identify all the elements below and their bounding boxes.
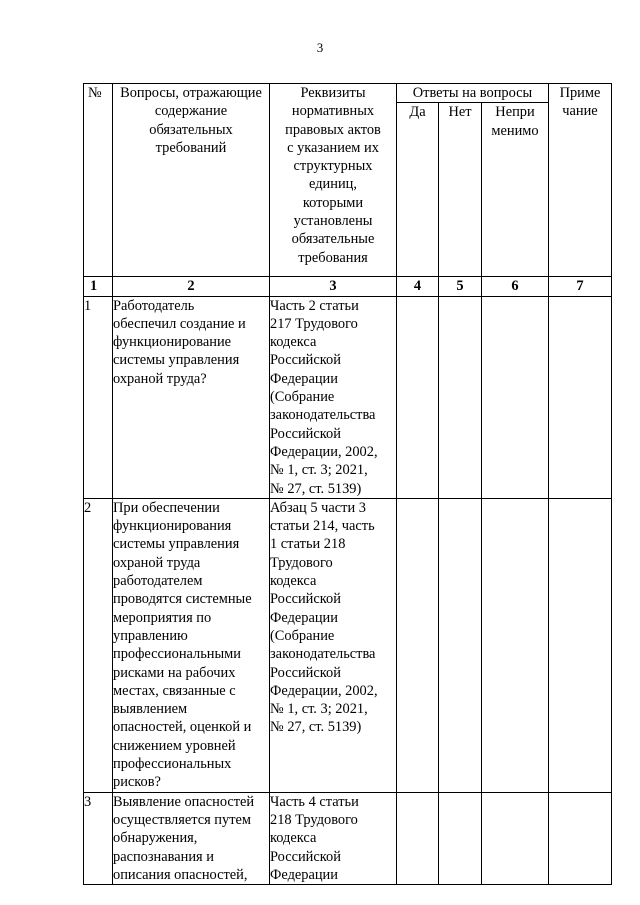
answer-no-cell[interactable] [439,296,482,498]
note-cell[interactable] [549,296,612,498]
row-number: 1 [84,296,113,498]
header-yes: Да [397,103,439,277]
column-number: 3 [270,277,397,296]
header-no: Нет [439,103,482,277]
page-number: 3 [316,40,324,55]
answer-yes-cell[interactable] [397,498,439,792]
column-number: 1 [84,277,113,296]
answer-yes-cell[interactable] [397,296,439,498]
table-row [84,498,612,792]
table-row [84,792,612,884]
row-number: 2 [84,498,113,792]
table-row [84,296,612,498]
checklist-table [83,83,612,885]
column-number: 7 [549,277,612,296]
column-number: 6 [482,277,549,296]
question-cell: При обеспечении функционирования системы управления охраной труда работодателем проводятся системные мероприятия по управлению профессиональными рисками на рабочих местах, связанные с выявлением опасностей, оценкой и снижением уровней профессиональных рисков? [113,498,270,792]
answer-not-applicable-cell[interactable] [482,296,549,498]
answer-not-applicable-cell[interactable] [482,498,549,792]
row-number: 3 [84,792,113,884]
answer-not-applicable-cell[interactable] [482,792,549,884]
note-cell[interactable] [549,792,612,884]
note-cell[interactable] [549,498,612,792]
column-number: 2 [113,277,270,296]
column-numbers-row [84,277,612,296]
answer-yes-cell[interactable] [397,792,439,884]
requisites-cell: Часть 2 статьи 217 Трудового кодекса Российской Федерации (Собрание законодательства Российской Федерации, 2002, № 1, ст. 3; 2021, № 27, ст. 5139) [270,296,397,498]
answer-no-cell[interactable] [439,498,482,792]
column-number: 4 [397,277,439,296]
header-row-1 [84,84,612,103]
header-note: Приме чание [549,84,612,277]
header-answers: Ответы на вопросы [397,84,549,103]
header-number: № [84,84,113,277]
header-requisites: Реквизиты нормативных правовых актов с указанием их структурных единиц, которыми установлены обязательные требования [270,84,397,277]
header-questions: Вопросы, отражающие содержание обязательных требований [113,84,270,277]
question-cell: Выявление опасностей осуществляется путем обнаружения, распознавания и описания опасностей, [113,792,270,884]
answer-no-cell[interactable] [439,792,482,884]
column-number: 5 [439,277,482,296]
header-not-applicable: Непри менимо [482,103,549,277]
requisites-cell: Абзац 5 части 3 статьи 214, часть 1 статьи 218 Трудового кодекса Российской Федерации (Собрание законодательства Российской Федерации, 2002, № 1, ст. 3; 2021, № 27, ст. 5139) [270,498,397,792]
requisites-cell: Часть 4 статьи 218 Трудового кодекса Российской Федерации [270,792,397,884]
question-cell: Работодатель обеспечил создание и функционирование системы управления охраной труда? [113,296,270,498]
